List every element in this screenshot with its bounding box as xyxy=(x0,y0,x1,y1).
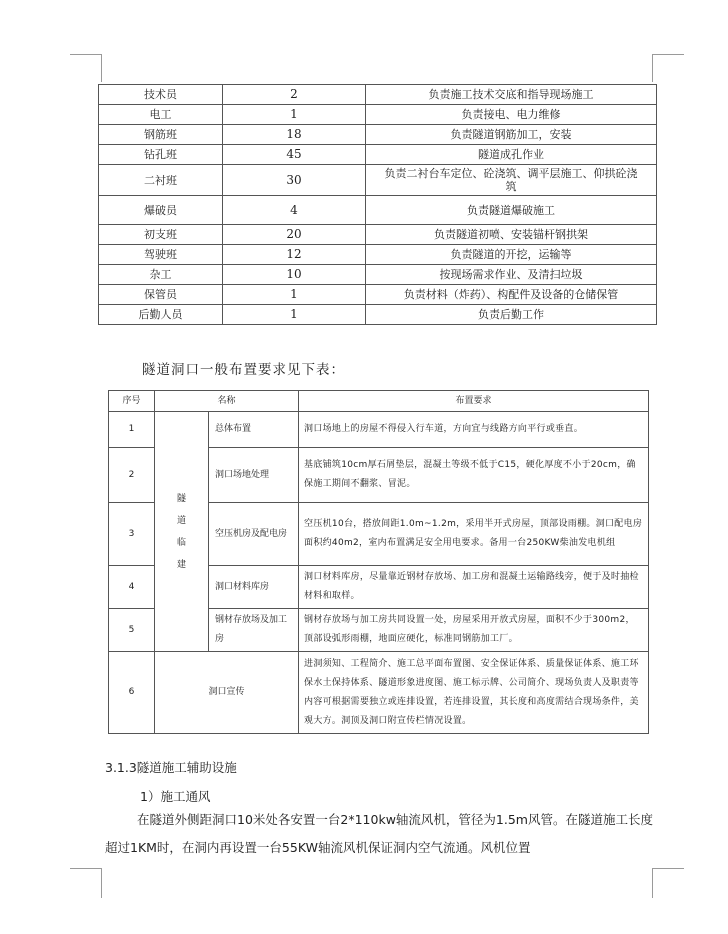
count-cell: 4 xyxy=(223,196,366,225)
role-cell: 电工 xyxy=(99,105,223,125)
category-cell xyxy=(155,412,209,652)
role-cell: 驾驶班 xyxy=(99,245,223,265)
row-requirement: 洞口材料库房，尽量靠近钢材存放场、加工房和混凝土运输路线旁，便于及时抽检材料和取样。 xyxy=(299,566,649,609)
row-requirement: 进洞须知、工程简介、施工总平面布置图、安全保证体系、质量保证体系、施工环保水土保持体系、隧道形象进度图、施工标示牌、公司简介、现场负责人及职责等内容可根据需要独立或连排设置，若连排设置，其长度和高度需结合现场条件，美观大方。洞顶及洞口附宣传栏情况设置。 xyxy=(299,652,649,734)
duty-cell: 负责材料（炸药）、构配件及设备的仓储保管 xyxy=(366,285,657,305)
duty-cell: 隧道成孔作业 xyxy=(366,145,657,165)
crop-mark-top-right-h xyxy=(652,54,684,55)
crop-mark-bottom-right-v xyxy=(652,868,653,898)
table-row xyxy=(99,305,657,325)
role-cell: 爆破员 xyxy=(99,196,223,225)
count-cell: 1 xyxy=(223,285,366,305)
count-cell: 1 xyxy=(223,305,366,325)
row-name: 总体布置 xyxy=(209,412,299,448)
role-cell: 初支班 xyxy=(99,225,223,245)
row-requirement: 洞口场地上的房屋不得侵入行车道，方向宜与线路方向平行或垂直。 xyxy=(299,412,649,448)
count-cell: 10 xyxy=(223,265,366,285)
table-row xyxy=(99,285,657,305)
header-name: 名称 xyxy=(155,391,299,412)
duty-cell: 负责隧道初喷、安装锚杆钢拱架 xyxy=(366,225,657,245)
body-paragraph: 在隧道外侧距洞口10米处各安置一台2*110kw轴流风机，管径为1.5m风管。在隧道施工长度超过1KM时，在洞内再设置一台55KW轴流风机保证洞内空气流通。风机位置 xyxy=(105,812,653,855)
role-cell: 技术员 xyxy=(99,85,223,105)
header-no: 序号 xyxy=(109,391,155,412)
row-name: 洞口场地处理 xyxy=(209,448,299,503)
count-cell: 1 xyxy=(223,105,366,125)
role-cell: 钢筋班 xyxy=(99,125,223,145)
duty-cell: 负责二衬台车定位、砼浇筑、调平层施工、仰拱砼浇筑 xyxy=(366,165,657,196)
row-requirement: 钢材存放场与加工房共同设置一处，房屋采用开放式房屋，面积不少于300m2，顶部设弧形雨棚，地面应硬化，标准同钢筋加工厂。 xyxy=(299,609,649,652)
layout-requirements-table xyxy=(108,390,649,734)
header-requirement: 布置要求 xyxy=(299,391,649,412)
row-no: 6 xyxy=(109,652,155,734)
count-cell: 2 xyxy=(223,85,366,105)
role-cell: 后勤人员 xyxy=(99,305,223,325)
row-name: 钢材存放场及加工房 xyxy=(209,609,299,652)
count-cell: 18 xyxy=(223,125,366,145)
row-no: 5 xyxy=(109,609,155,652)
table-row xyxy=(99,145,657,165)
table-row xyxy=(99,265,657,285)
crop-mark-top-right-v xyxy=(652,54,653,82)
table-row xyxy=(99,196,657,225)
table-row xyxy=(109,652,649,734)
table-row xyxy=(99,225,657,245)
count-cell: 20 xyxy=(223,225,366,245)
layout-intro-text: 隧道洞口一般布置要求见下表： xyxy=(142,362,345,378)
staff-table xyxy=(98,84,657,325)
crop-mark-top-left-h xyxy=(70,54,102,55)
table-row xyxy=(99,85,657,105)
row-no: 4 xyxy=(109,566,155,609)
subsection-heading: 1）施工通风 xyxy=(140,789,211,804)
count-cell: 12 xyxy=(223,245,366,265)
crop-mark-bottom-left-v xyxy=(101,868,102,898)
crop-mark-bottom-left-h xyxy=(70,868,102,869)
row-name: 空压机房及配电房 xyxy=(209,503,299,566)
row-no: 3 xyxy=(109,503,155,566)
duty-cell: 负责隧道钢筋加工，安装 xyxy=(366,125,657,145)
table-row xyxy=(109,412,649,448)
table-row xyxy=(99,245,657,265)
row-name: 洞口材料库房 xyxy=(209,566,299,609)
duty-cell: 负责隧道爆破施工 xyxy=(366,196,657,225)
row-no: 2 xyxy=(109,448,155,503)
table-row xyxy=(99,125,657,145)
crop-mark-top-left-v xyxy=(101,54,102,82)
category-label: 隧道临建 xyxy=(176,493,186,570)
table-row xyxy=(99,165,657,196)
row-no: 1 xyxy=(109,412,155,448)
role-cell: 钻孔班 xyxy=(99,145,223,165)
duty-cell: 负责接电、电力维修 xyxy=(366,105,657,125)
count-cell: 30 xyxy=(223,165,366,196)
duty-cell: 按现场需求作业、及清扫垃圾 xyxy=(366,265,657,285)
duty-cell: 负责隧道的开挖，运输等 xyxy=(366,245,657,265)
section-heading: 3.1.3隧道施工辅助设施 xyxy=(105,760,237,775)
table-row xyxy=(99,105,657,125)
role-cell: 保管员 xyxy=(99,285,223,305)
table-header-row xyxy=(109,391,649,412)
duty-cell: 负责施工技术交底和指导现场施工 xyxy=(366,85,657,105)
row-requirement: 空压机10台，搭放间距1.0m~1.2m，采用半开式房屋，顶部设雨棚。洞口配电房面积约40m2，室内布置满足安全用电要求。备用一台250KW柴油发电机组 xyxy=(299,503,649,566)
role-cell: 杂工 xyxy=(99,265,223,285)
crop-mark-bottom-right-h xyxy=(652,868,684,869)
count-cell: 45 xyxy=(223,145,366,165)
role-cell: 二衬班 xyxy=(99,165,223,196)
row-requirement: 基底铺筑10cm厚石屑垫层，混凝土等级不低于C15，硬化厚度不小于20cm，确保施工期间不翻浆、冒泥。 xyxy=(299,448,649,503)
row-name: 洞口宣传 xyxy=(155,652,299,734)
duty-cell: 负责后勤工作 xyxy=(366,305,657,325)
